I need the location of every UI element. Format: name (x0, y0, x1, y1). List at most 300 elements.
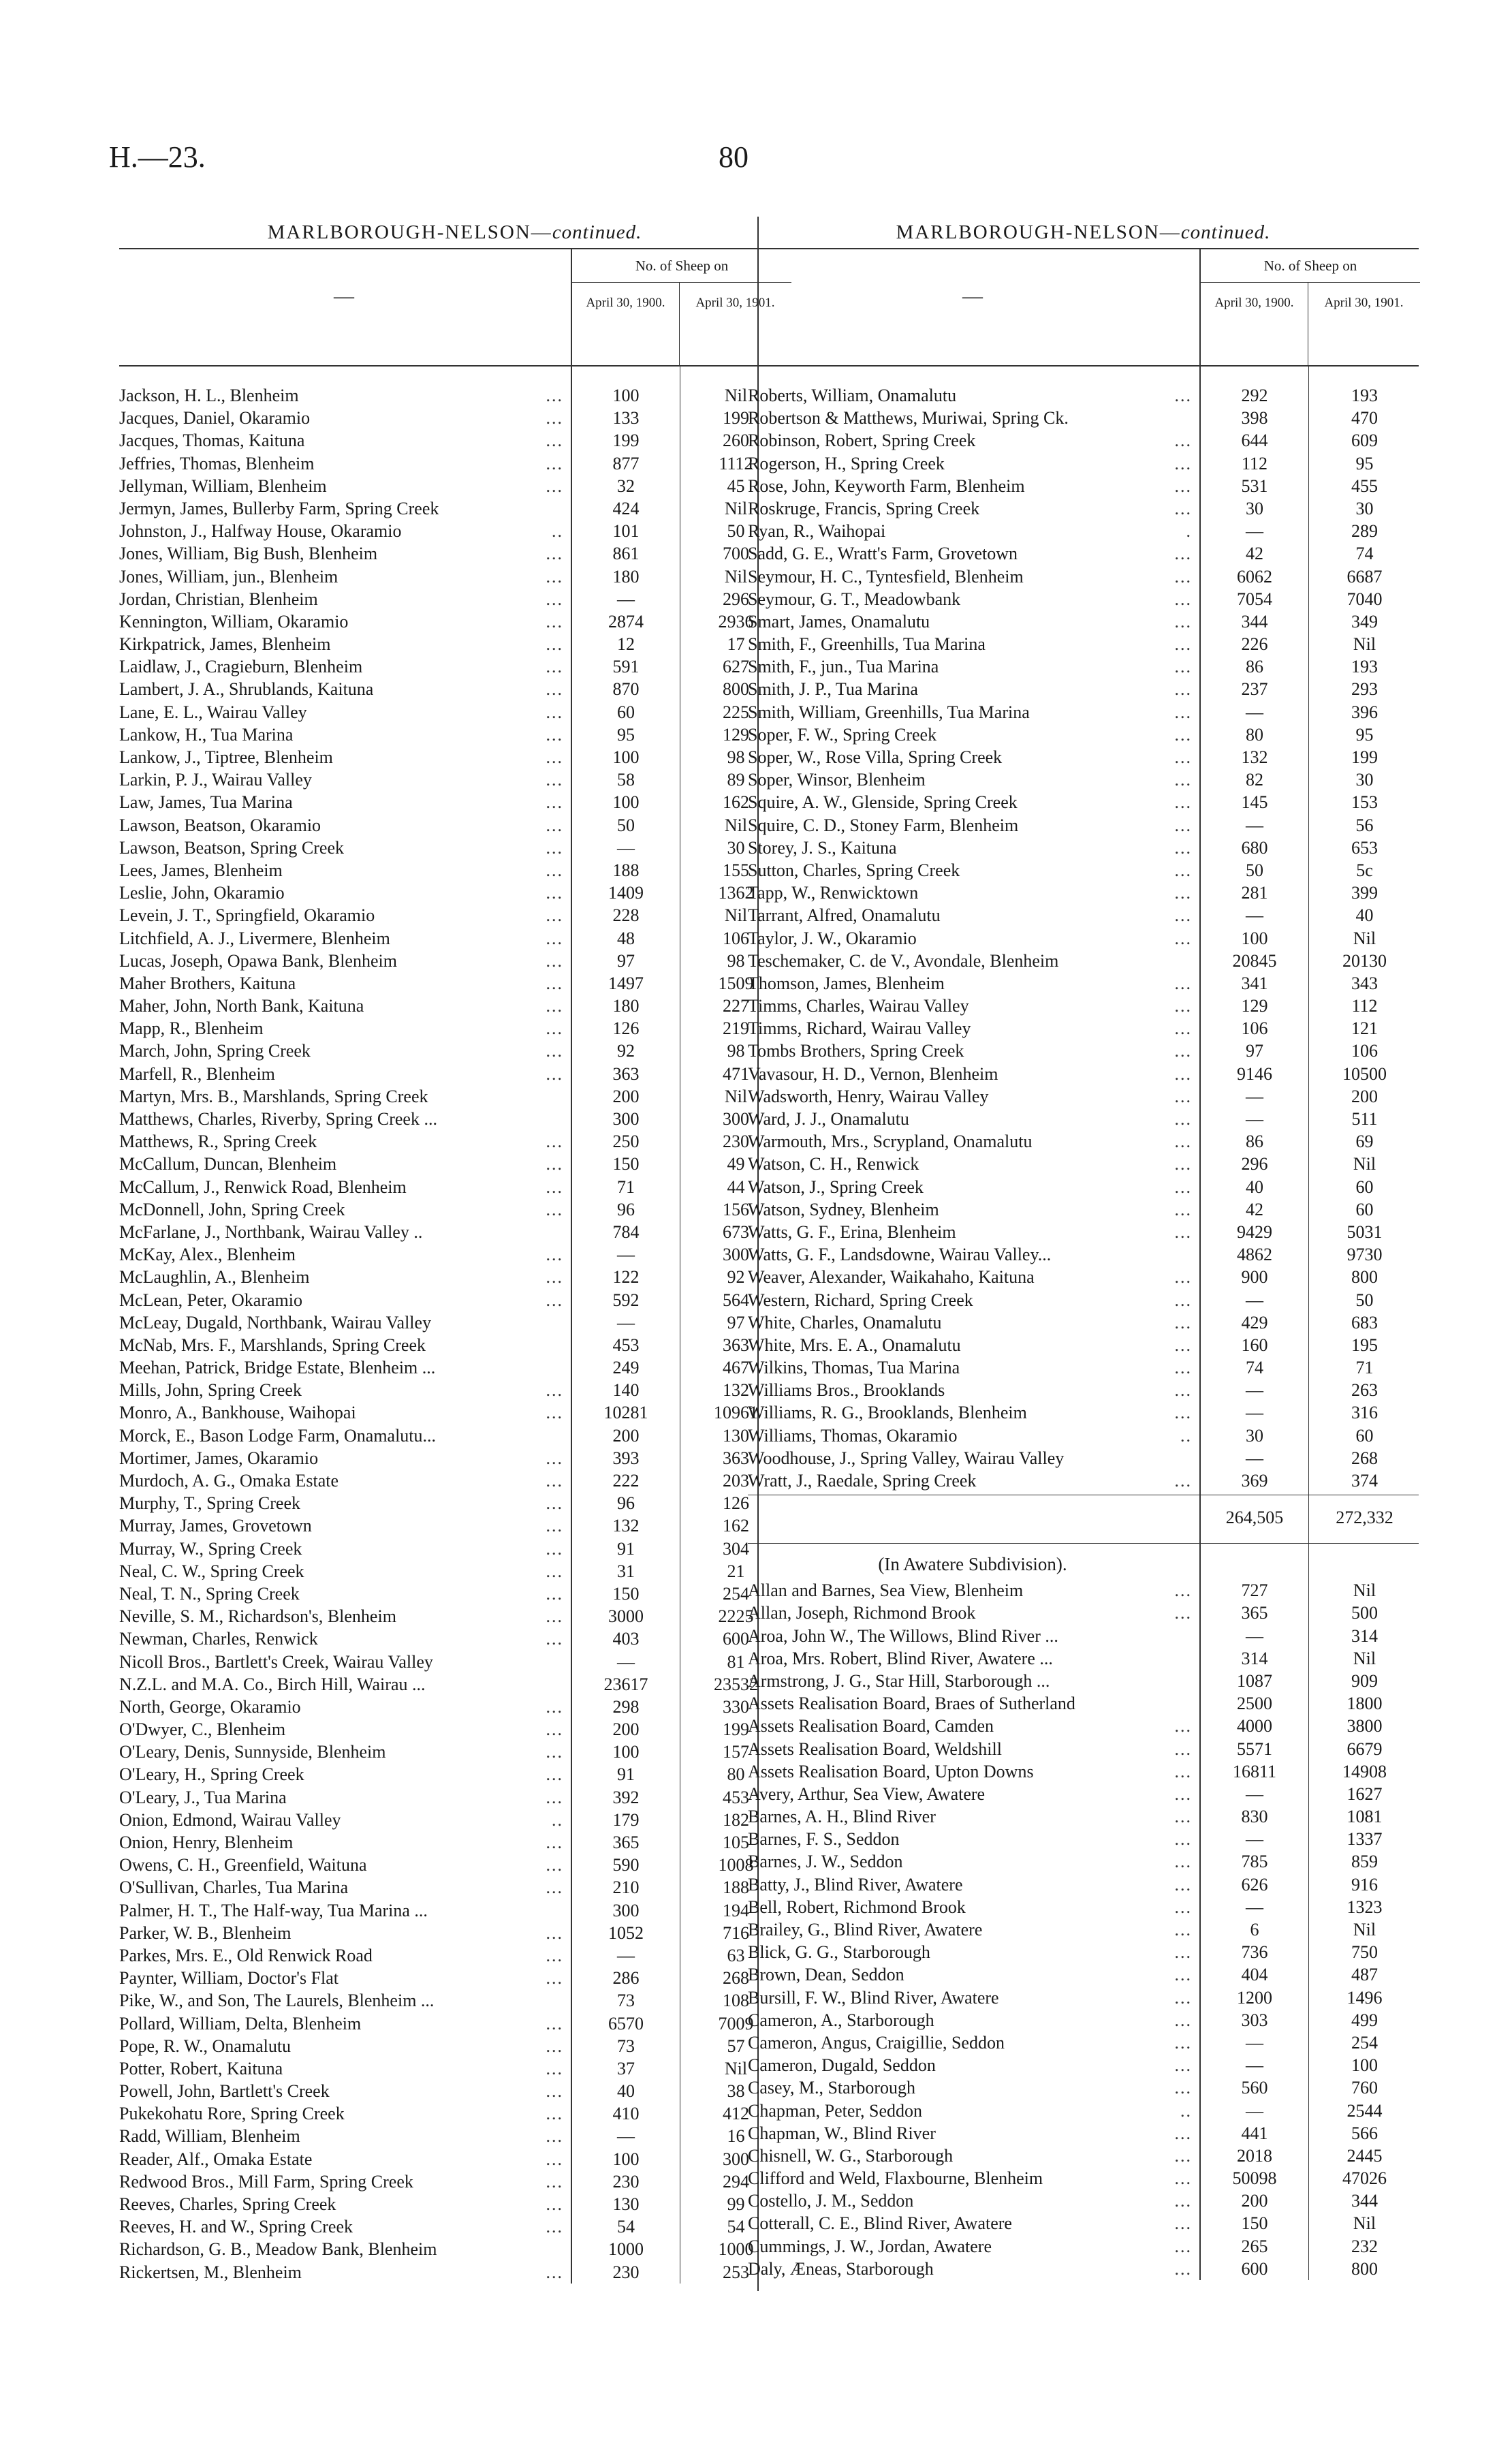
leader-dots: ... (546, 1833, 563, 1852)
sheep-1901: 56 (1355, 815, 1374, 835)
owner-name-text: Robinson, Robert, Spring Creek (748, 431, 976, 451)
table-row (748, 520, 1419, 542)
sheep-1901: 60 (1355, 1199, 1374, 1219)
owner-name-text: Leslie, John, Okaramio (119, 883, 285, 903)
table-row (748, 995, 1419, 1017)
owner-name (119, 1063, 569, 1085)
table-row (119, 1176, 790, 1198)
leader-dots: ... (546, 905, 563, 926)
sheep-1901: 363 (723, 1335, 749, 1355)
table-row (119, 814, 790, 837)
owner-name-text: Squire, A. W., Glenside, Spring Creek (748, 792, 1018, 813)
total-1900: 264,505 (1225, 1508, 1284, 1528)
owner-name-text: Vavasour, H. D., Vernon, Blenheim (748, 1063, 998, 1084)
left-column-title: MARLBOROUGH-NELSON—continued. (267, 221, 642, 243)
owner-name-text: Avery, Arthur, Sea View, Awatere (748, 1783, 986, 1804)
leader-dots: ... (546, 2036, 563, 2056)
owner-name (119, 1696, 569, 1718)
sheep-1901: 750 (1351, 1942, 1378, 1963)
leader-dots: ... (546, 1583, 563, 1604)
sheep-1900: — (1246, 1897, 1263, 1917)
owner-name-text: Pukekohatu Rore, Spring Creek (119, 2104, 345, 2124)
sheep-1900: 4862 (1237, 1245, 1272, 1265)
table-row (748, 1198, 1419, 1221)
sheep-1900: 132 (612, 1516, 640, 1536)
table-row (119, 655, 790, 678)
owner-name-text: Roskruge, Francis, Spring Creek (748, 498, 980, 518)
sheep-1901: 225 (723, 702, 749, 722)
sheep-1900: 5571 (1237, 1739, 1272, 1759)
table-row (119, 1673, 790, 1696)
owner-name-text: Jackson, H. L., Blenheim (119, 386, 299, 405)
sheep-1901: 300 (723, 1109, 749, 1129)
sheep-1901: 195 (1351, 1335, 1378, 1355)
sheep-1900: 429 (1241, 1312, 1268, 1333)
table-row (748, 2031, 1419, 2054)
sheep-1900: — (1246, 2055, 1263, 2076)
leader-dots: ... (546, 453, 563, 473)
leader-dots: ... (546, 883, 563, 903)
sheep-1901: 499 (1351, 2010, 1378, 2030)
table-row (119, 1696, 790, 1718)
table-row (119, 1944, 790, 1967)
sheep-1901: 232 (1351, 2236, 1378, 2256)
leader-dots: ... (1174, 544, 1192, 564)
table-row (748, 723, 1419, 746)
leader-dots: ... (546, 1787, 563, 1807)
sheep-1900: 179 (612, 1809, 640, 1830)
table-row (119, 429, 790, 452)
owner-name (119, 520, 569, 542)
right-column-title: MARLBOROUGH-NELSON—continued. (896, 221, 1271, 243)
sheep-1900: 160 (1241, 1335, 1268, 1355)
table-row (748, 633, 1419, 655)
subdivision-heading-text: (In Awatere Subdivision). (878, 1554, 1067, 1575)
table-row (119, 1153, 790, 1175)
owner-name (748, 542, 1197, 565)
sheep-1901: 700 (723, 544, 749, 564)
sheep-1901: 253 (723, 2262, 749, 2282)
owner-name (119, 904, 569, 926)
table-row (119, 1651, 790, 1673)
owner-name (119, 655, 569, 678)
table-row (119, 1854, 790, 1876)
owner-name (748, 1063, 1197, 1085)
sheep-1900: 230 (612, 2171, 640, 2192)
owner-name (119, 588, 569, 610)
sheep-1901: 268 (723, 1968, 749, 1989)
sheep-1900: 292 (1241, 386, 1268, 405)
sheep-1901: 627 (723, 657, 749, 677)
table-row (119, 452, 790, 475)
sheep-1901: 98 (727, 1041, 745, 1061)
sheep-1901: 63 (727, 1945, 745, 1965)
table-row (748, 1896, 1419, 1918)
sheep-1900: 453 (612, 1335, 640, 1355)
leader-dots: ... (546, 2194, 563, 2214)
owner-name-text: Reeves, Charles, Spring Creek (119, 2194, 336, 2214)
table-row (119, 950, 790, 972)
owner-name (119, 1289, 569, 1311)
owner-name (119, 746, 569, 768)
leader-dots: ... (1174, 2145, 1192, 2166)
owner-name-text: Owens, C. H., Greenfield, Waituna (119, 1855, 367, 1875)
owner-name-text: Assets Realisation Board, Braes of Sutherland (748, 1694, 1075, 1714)
table-row (748, 2167, 1419, 2190)
sheep-1900: 96 (617, 1493, 635, 1514)
leader-dots: ... (546, 860, 563, 880)
table-row (119, 2238, 790, 2260)
owner-name-text: Soper, F. W., Spring Creek (748, 724, 937, 745)
owner-name-text: McCallum, J., Renwick Road, Blenheim (119, 1177, 407, 1197)
sheep-1900: 96 (617, 1199, 635, 1219)
leader-dots: ... (1174, 837, 1192, 858)
leader-dots: ... (546, 747, 563, 767)
sheep-1900: 20845 (1232, 950, 1277, 971)
sheep-1901: 49 (727, 1154, 745, 1174)
sheep-1901: 1627 (1346, 1783, 1383, 1804)
sheep-1901: 349 (1351, 611, 1378, 632)
owner-name-text: Jacques, Daniel, Okaramio (119, 408, 311, 428)
owner-name-text: Timms, Charles, Wairau Valley (748, 996, 969, 1016)
owner-name (119, 1085, 569, 1108)
owner-name (119, 1176, 569, 1198)
owner-name-text: O'Dwyer, C., Blenheim (119, 1719, 286, 1740)
leader-dots: ... (1174, 2258, 1192, 2279)
sheep-1901: 50 (1355, 1290, 1374, 1310)
owner-name-text: Woodhouse, J., Spring Valley, Wairau Valley (748, 1448, 1065, 1468)
sheep-1900: 150 (1241, 2213, 1268, 2234)
owner-name-text: White, Mrs. E. A., Onamalutu (748, 1335, 961, 1355)
leader-dots: ... (546, 2262, 563, 2282)
table-row (748, 2145, 1419, 2167)
owner-name-text: Clifford and Weld, Flaxbourne, Blenheim (748, 2168, 1043, 2189)
owner-name (748, 1579, 1197, 1602)
sheep-1901: 47026 (1342, 2168, 1387, 2189)
owner-name (748, 565, 1197, 588)
owner-name-text: Jacques, Thomas, Kaituna (119, 431, 305, 451)
owner-name (748, 746, 1197, 768)
owner-name (119, 950, 569, 972)
table-row (748, 1334, 1419, 1356)
sheep-1900: 100 (612, 386, 640, 405)
owner-name (748, 701, 1197, 723)
owner-name-text: Onion, Edmond, Wairau Valley (119, 1809, 341, 1830)
sheep-1901: 30 (727, 837, 745, 858)
leader-dots: ... (1174, 1267, 1192, 1288)
leader-dots: ... (1174, 2191, 1192, 2211)
table-row (748, 1625, 1419, 1647)
table-row (748, 1356, 1419, 1379)
leader-dots: ... (546, 996, 563, 1016)
owner-name-text: Batty, J., Blind River, Awatere (748, 1874, 963, 1895)
leader-dots: ... (546, 1448, 563, 1468)
sheep-1900: 100 (612, 792, 640, 813)
leader-dots: ... (546, 566, 563, 587)
sheep-1900: 80 (1246, 724, 1263, 745)
sheep-1901: 1496 (1346, 1987, 1383, 2008)
sheep-1901: 40 (1355, 905, 1374, 926)
owner-name-text: Mapp, R., Blenheim (119, 1018, 264, 1039)
owner-name (748, 1108, 1197, 1130)
leader-dots: ... (546, 1877, 563, 1898)
table-row (119, 791, 790, 813)
sheep-1901: 132 (723, 1380, 749, 1401)
owner-name-text: Maher Brothers, Kaituna (119, 973, 296, 993)
table-row (119, 565, 790, 588)
table-row (748, 1017, 1419, 1040)
sheep-1900: — (617, 1945, 635, 1965)
sheep-1901: 363 (723, 1448, 749, 1468)
sheep-1901: 106 (723, 928, 749, 948)
owner-name-text: Radd, William, Blenheim (119, 2126, 300, 2147)
table-row (119, 1040, 790, 1062)
owner-name (748, 1850, 1197, 1873)
leader-dots: ... (546, 837, 563, 858)
owner-name (748, 2145, 1197, 2167)
owner-name (119, 995, 569, 1017)
sheep-1900: 199 (612, 431, 640, 451)
leader-dots: ... (1174, 1177, 1192, 1197)
owner-name-text: Jordan, Christian, Blenheim (119, 589, 318, 609)
table-row (119, 1243, 790, 1266)
sheep-1901: 126 (723, 1493, 749, 1514)
sheep-1901: 14908 (1342, 1761, 1387, 1781)
leader-dots: ... (1174, 1358, 1192, 1378)
leader-dots: ... (1174, 1603, 1192, 1623)
april-1900-header: April 30, 1900. (571, 282, 680, 365)
owner-name (119, 1605, 569, 1627)
table-row (748, 565, 1419, 588)
owner-name-text: Aroa, Mrs. Robert, Blind River, Awatere ... (748, 1648, 1053, 1668)
sheep-1900: 591 (612, 657, 640, 677)
owner-name (119, 2193, 569, 2215)
leader-dots: ... (1174, 476, 1192, 496)
sheep-1901: 316 (1351, 1403, 1378, 1423)
sheep-1900: 785 (1241, 1852, 1268, 1872)
sheep-1901: 1800 (1346, 1694, 1383, 1714)
leader-dots: ... (1174, 2168, 1192, 2189)
sheep-1901: 20130 (1342, 950, 1387, 971)
owner-name (119, 2125, 569, 2147)
leader-dots: ... (1174, 2032, 1192, 2053)
table-row (119, 2193, 790, 2215)
sheep-1901: 105 (723, 1833, 749, 1852)
owner-name (748, 1221, 1197, 1243)
owner-name-text: Reader, Alf., Omaka Estate (119, 2149, 313, 2169)
sheep-1901: Nil (1353, 1580, 1376, 1601)
leader-dots: ... (546, 589, 563, 609)
owner-name (119, 1153, 569, 1175)
sheep-1901: 199 (1351, 747, 1378, 767)
leader-dots: ... (1174, 792, 1192, 813)
owner-name (748, 610, 1197, 633)
leader-dots: ... (1174, 2078, 1192, 2098)
owner-name (119, 927, 569, 950)
sheep-1900: 74 (1246, 1358, 1263, 1378)
sheep-1901: 800 (1351, 1267, 1378, 1288)
owner-name-text: O'Leary, H., Spring Creek (119, 1764, 304, 1785)
sheep-1901: 314 (1351, 1625, 1378, 1646)
owner-name-text: Watts, G. F., Landsdowne, Wairau Valley... (748, 1245, 1052, 1265)
leader-dots: ... (1174, 1221, 1192, 1242)
leader-dots: ... (1174, 1761, 1192, 1781)
sheep-1900: 2874 (608, 611, 644, 632)
sheep-1901: 98 (727, 747, 745, 767)
table-row (748, 1040, 1419, 1062)
sheep-1900: 97 (1246, 1041, 1263, 1061)
owner-name-text: Thomson, James, Blenheim (748, 973, 945, 993)
subdivision-heading (748, 1544, 1419, 1579)
table-row (119, 1266, 790, 1288)
leader-dots: ... (546, 2013, 563, 2034)
owner-name (119, 723, 569, 746)
sheep-1901: 1081 (1346, 1807, 1383, 1827)
owner-name (119, 1040, 569, 1062)
leader-dots: ... (546, 1403, 563, 1423)
leader-dots: ... (1174, 386, 1192, 405)
table-row (119, 995, 790, 1017)
sheep-1901: 69 (1355, 1132, 1374, 1152)
owner-name-text: Murphy, T., Spring Creek (119, 1493, 300, 1514)
right-column (748, 217, 1419, 2280)
sheep-1901: 95 (1355, 453, 1374, 473)
owner-name-text: Sutton, Charles, Spring Creek (748, 860, 960, 880)
table-row (748, 497, 1419, 520)
sheep-1901: 203 (723, 1471, 749, 1491)
table-row (119, 1469, 790, 1492)
owner-name-text: Jermyn, James, Bullerby Farm, Spring Creek (119, 498, 439, 518)
sheep-1901: 121 (1351, 1018, 1378, 1039)
leader-dots: ... (1174, 1580, 1192, 1601)
owner-name-text: Weaver, Alexander, Waikahaho, Kaituna (748, 1267, 1035, 1288)
sheep-1901: 296 (723, 589, 749, 609)
sheep-1900: 200 (612, 1719, 640, 1740)
owner-name-text: Lawson, Beatson, Okaramio (119, 815, 321, 835)
sheep-1901: 2936 (718, 611, 754, 632)
sheep-1901: 199 (723, 1719, 749, 1740)
table-row (119, 2012, 790, 2035)
leader-dots: .. (1180, 2100, 1192, 2121)
leader-dots: ... (1174, 1987, 1192, 2008)
sheep-1900: 100 (612, 2149, 640, 2169)
owner-name (119, 701, 569, 723)
owner-name-text: Storey, J. S., Kaituna (748, 837, 897, 858)
sheep-1900: 54 (617, 2217, 635, 2237)
owner-name-text: Mortimer, James, Okaramio (119, 1448, 319, 1468)
leader-dots: ... (546, 1290, 563, 1310)
sheep-1900: — (617, 1245, 635, 1265)
table-row (748, 1715, 1419, 1737)
owner-name (119, 1266, 569, 1288)
sheep-1901: 1008 (718, 1855, 754, 1875)
owner-name (119, 1221, 569, 1243)
leader-dots: ... (546, 476, 563, 496)
sheep-1901: 396 (1351, 702, 1378, 722)
table-row (748, 1243, 1419, 1266)
owner-name-text: Morck, E., Bason Lodge Farm, Onamalutu... (119, 1425, 437, 1446)
sheep-1900: 71 (617, 1177, 635, 1197)
owner-name (119, 1560, 569, 1583)
owner-name (748, 1873, 1197, 1896)
table-row (748, 384, 1419, 407)
table-row (748, 2054, 1419, 2076)
sheep-1901: 60 (1355, 1177, 1374, 1197)
owner-name (748, 1424, 1197, 1447)
owner-name-text: Lawson, Beatson, Spring Creek (119, 837, 345, 858)
leader-dots: ... (1174, 1852, 1192, 1872)
sheep-1900: 1497 (608, 973, 644, 993)
owner-name (119, 452, 569, 475)
sheep-1900: 369 (1241, 1471, 1268, 1491)
owner-name-text: Pollard, William, Delta, Blenheim (119, 2013, 362, 2034)
table-row (119, 1967, 790, 1989)
owner-name (748, 1334, 1197, 1356)
sheep-1900: 1409 (608, 883, 644, 903)
owner-name (748, 2212, 1197, 2234)
sheep-1901: 2544 (1346, 2100, 1383, 2121)
sheep-1900: 180 (612, 566, 640, 587)
sheep-1900: 101 (612, 521, 640, 542)
sheep-1901: 10500 (1342, 1063, 1387, 1084)
sheep-1901: Nil (1353, 1648, 1376, 1668)
sheep-1900: 60 (617, 702, 635, 722)
owner-name-text: Casey, M., Starborough (748, 2078, 916, 2098)
owner-name (119, 1651, 569, 1673)
sheep-1900: 363 (612, 1063, 640, 1084)
sheep-1900: 6062 (1237, 566, 1272, 587)
owner-name (748, 1198, 1197, 1221)
sheep-1901: 129 (723, 724, 749, 745)
owner-name (748, 927, 1197, 950)
leader-dots: ... (1174, 1063, 1192, 1084)
sheep-1901: 100 (1351, 2055, 1378, 2076)
sheep-1900: 281 (1241, 883, 1268, 903)
leader-dots: ... (546, 1018, 563, 1039)
owner-name-text: Seymour, G. T., Meadowbank (748, 589, 961, 609)
leader-dots: ... (1174, 770, 1192, 790)
sheep-1901: 453 (723, 1787, 749, 1807)
sheep-1900: — (1246, 2032, 1263, 2053)
sheep-1900: 50098 (1232, 2168, 1277, 2189)
sheep-1901: 412 (723, 2104, 749, 2124)
sheep-1901: 7009 (718, 2013, 754, 2034)
sheep-1901: 260 (723, 431, 749, 451)
table-row (748, 1738, 1419, 1760)
owner-name-text: North, George, Okaramio (119, 1696, 301, 1717)
sheep-1900: 626 (1241, 1874, 1268, 1895)
sheep-1900: 303 (1241, 2010, 1268, 2030)
table-row (119, 1356, 790, 1379)
owner-name-text: Blick, G. G., Starborough (748, 1942, 930, 1963)
sheep-1900: 531 (1241, 476, 1268, 496)
left-column (119, 217, 790, 2284)
owner-name-text: Cotterall, C. E., Blind River, Awatere (748, 2213, 1012, 2234)
sheep-1900: 393 (612, 1448, 640, 1468)
table-row (119, 1899, 790, 1922)
owner-name (119, 1334, 569, 1356)
sheep-1900: 830 (1241, 1807, 1268, 1827)
table-row (748, 814, 1419, 837)
sheep-1901: 294 (723, 2171, 749, 2192)
owner-name-text: Ryan, R., Waihopai (748, 521, 886, 542)
leader-dots: ... (1174, 431, 1192, 451)
leader-dots: ... (546, 634, 563, 655)
sheep-1900: 150 (612, 1583, 640, 1604)
leader-dots: ... (1174, 860, 1192, 880)
sheep-1901: 108 (723, 1991, 749, 2011)
leader-dots: .. (1180, 1425, 1192, 1446)
